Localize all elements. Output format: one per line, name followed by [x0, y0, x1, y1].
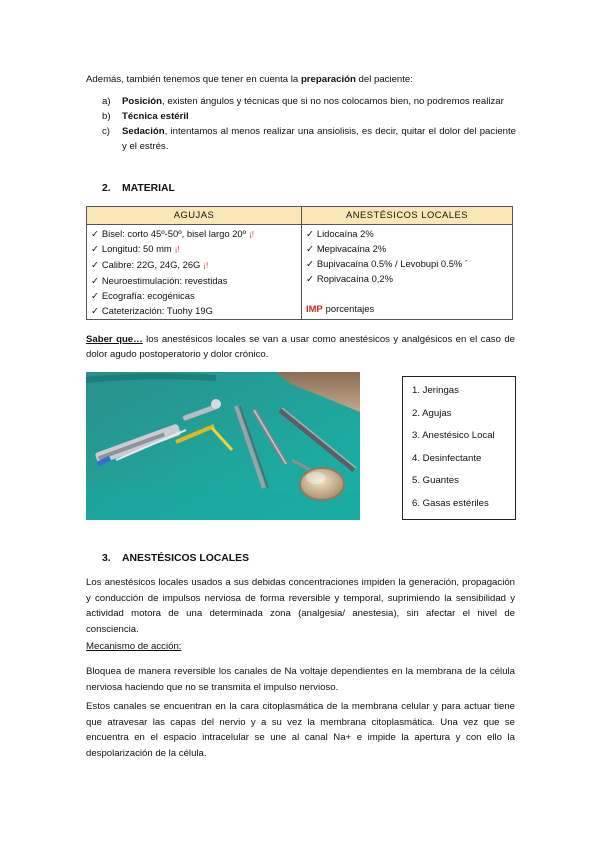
table-line: ✓ Mepivacaína 2% [306, 242, 387, 254]
table-line: ✓ Bupivacaína 0.5% / Levobupi 0.5% ´ [306, 257, 468, 269]
intro-bold: preparación [300, 74, 356, 85]
alert-mark: ¡! [174, 245, 180, 255]
material-table [86, 206, 513, 320]
list-item: 4. Desinfectante [412, 452, 482, 464]
list-item: a) Posición, existen ángulos y técnicas que si no nos colocamos bien, no podremos realizar [102, 96, 504, 107]
spacer [306, 286, 508, 301]
section-heading-material: 2. MATERIAL [102, 183, 175, 194]
equipment-list-box [402, 376, 516, 520]
alert-mark: ¡! [203, 261, 209, 271]
check-icon: ✓ [306, 272, 314, 284]
saber-paragraph: Saber que… los anestésicos locales se van a usar como anestésicos y analgésicos en el caso de dolor agudo postoperatorio y dolor crónico. [86, 334, 516, 360]
list-item: 5. Guantes [412, 475, 459, 487]
imp-label: IMP [306, 302, 323, 314]
preparation-list [102, 95, 516, 154]
check-icon: ✓ [91, 227, 99, 239]
paragraph-canales: Estos canales se encuentran en la cara citoplasmática de la membrana celular y para actuar tiene que atravesar las capas del nervio y a su vez la membrana citoplasmática. Una vez que se encuentra en el espacio intracelular se une al canal Na+ e impide la apertura y con ello la despolarización de la célula. [86, 701, 515, 759]
list-item: c) Sedación, intentamos al menos realizar una ansiolisis, es decir, quitar el dolor del paciente y el estrés. [102, 125, 516, 152]
check-icon: ✓ [91, 274, 99, 286]
instruments-photo [86, 372, 360, 520]
check-icon: ✓ [91, 305, 99, 317]
table-line: ✓ Bisel: corto 45º-50º, bisel largo 20º ¡! [91, 227, 254, 239]
table-line: ✓ Cateterización: Tuohy 19G [91, 305, 213, 317]
table-line: ✓ Ropivacaína 0,2% [306, 272, 393, 284]
list-item: 1. Jeringas [412, 385, 459, 396]
intro-text: Además, también tenemos que tener en cuenta la [86, 74, 301, 85]
table-line: ✓ Longitud: 50 mm ¡! [91, 243, 180, 255]
list-item: b) Técnica estéril [102, 110, 189, 122]
column-header: AGUJAS [87, 207, 302, 225]
alert-mark: ¡! [249, 229, 254, 239]
instruments-image [86, 372, 360, 520]
check-icon: ✓ [306, 242, 314, 254]
table-line: ✓ Ecografía: ecogénicas [91, 290, 195, 302]
intro-paragraph [86, 73, 516, 88]
check-icon: ✓ [91, 243, 99, 255]
check-icon: ✓ [91, 259, 99, 271]
agujas-cell [87, 224, 302, 320]
table-line: IMP porcentajes [306, 302, 375, 314]
intro-text-end: del paciente: [355, 74, 413, 85]
paragraph-definition: Los anestésicos locales usados a sus debidas concentraciones impiden la generación, propagación y conducción de impulsos nerviosa de forma reversible y temporal, suprimiendo la sensibilidad y actividad motora de una determinada zona (analgesia/ anestesia), sin afectar el nivel de consciencia. [86, 577, 515, 635]
check-icon: ✓ [91, 290, 99, 302]
anestesicos-cell [302, 224, 513, 320]
column-header: ANESTÉSICOS LOCALES [302, 207, 513, 225]
table-line: ✓ Calibre: 22G, 24G, 26G ¡! [91, 259, 209, 271]
list-item: 6. Gasas estériles [412, 497, 489, 509]
saber-lead: Saber que… [86, 334, 143, 345]
list-item: 2. Agujas [412, 407, 452, 419]
section-heading-anestesicos: 3. ANESTÉSICOS LOCALES [102, 553, 250, 564]
paragraph-mecanismo: Bloquea de manera reversible los canales de Na voltaje dependientes en la membrana de la célula nerviosa haciendo que no se transmita el impulso nervioso. [86, 666, 515, 693]
mecanismo-heading: Mecanismo de acción: [86, 641, 182, 652]
check-icon: ✓ [306, 257, 314, 269]
table-line: ✓ Neuroestimulación: revestidas [91, 274, 228, 286]
list-item: 3. Anestésico Local [412, 430, 495, 442]
check-icon: ✓ [306, 227, 314, 239]
table-line: ✓ Lidocaína 2% [306, 227, 374, 239]
